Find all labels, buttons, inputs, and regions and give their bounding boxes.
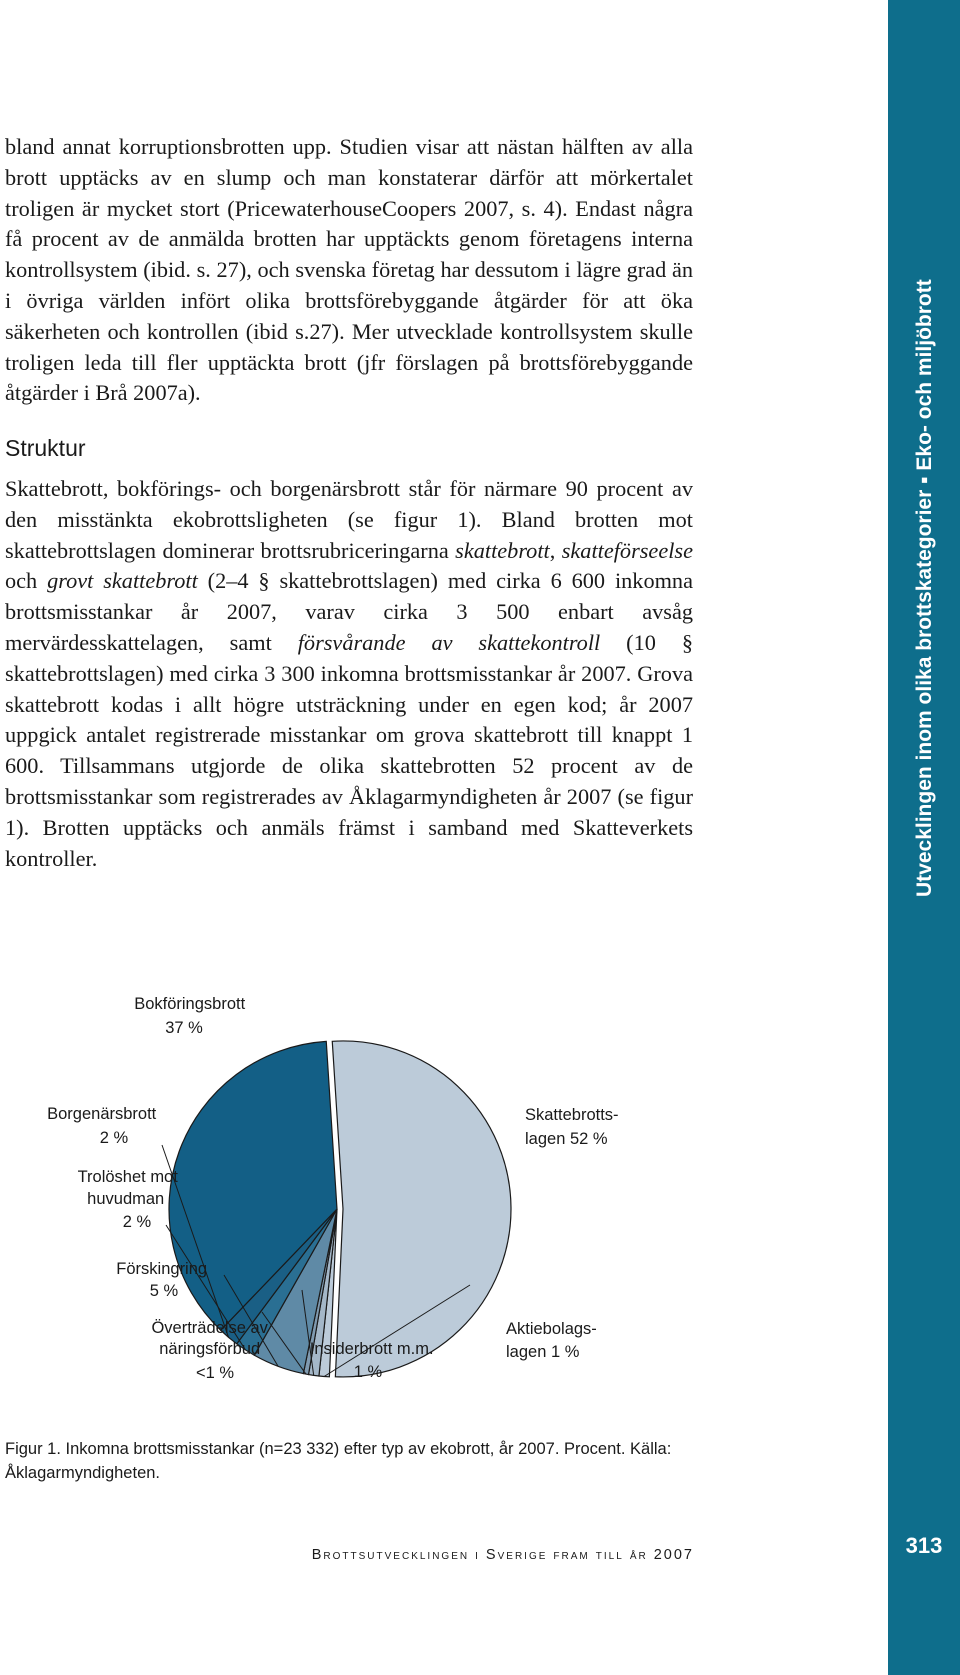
label-troloshet-line3: 2 % — [122, 1213, 152, 1231]
section-heading: Struktur — [5, 435, 86, 461]
para2-text-b: , — [549, 537, 562, 563]
page-number: 313 — [905, 1533, 943, 1558]
para2-italic-forsvarande: försvårande av skattekontroll — [297, 629, 601, 655]
label-overtradelse — [151, 1319, 272, 1380]
para2-text-a: Skattebrott, bokförings- och borgenärsbrott står för närmare 90 procent av den misstänkta ekobrottsligheten (se figur 1). Bland brotten mot skattebrottslagen dominerar brottsrubriceringarna — [5, 476, 693, 563]
para2-italic-skattebrott: skattebrott — [455, 537, 550, 563]
label-overtradelse-line2: näringsförbud — [159, 1340, 261, 1358]
chapter-sidebar — [888, 0, 960, 1675]
label-troloshet — [78, 1168, 183, 1231]
pie-slice-skattebrottslagen — [332, 1041, 511, 1377]
label-aktiebolagslagen — [506, 1320, 601, 1361]
label-bokforingsbrott — [134, 995, 250, 1037]
label-forskingring-line1: Förskingring — [116, 1260, 208, 1278]
label-skattebrottslagen-line1: Skattebrotts- — [525, 1106, 619, 1124]
label-bokforingsbrott-line1: Bokföringsbrott — [134, 995, 246, 1013]
pie-chart — [0, 960, 700, 1380]
para2-text-d: (2–4 § skattebrottslagen) med cirka 6 600 inkomna brottsmisstankar år 2007, varav cirka 3 500 enbart avsåg mervärdesskattelagen, samt — [5, 568, 693, 655]
label-bokforingsbrott-line2: 37 % — [165, 1019, 203, 1037]
figure-caption: Figur 1. Inkomna brottsmisstankar (n=23 332) efter typ av ekobrott, år 2007. Procent. Källa: Åklagarmyndigheten. — [5, 1440, 672, 1482]
label-skattebrottslagen-line2: lagen 52 % — [525, 1130, 608, 1148]
label-overtradelse-line1: Överträdelse av — [151, 1319, 268, 1337]
para2-italic-skatteforseelse: skatteförseelse — [561, 537, 693, 563]
para2-text-c: och — [5, 568, 48, 594]
body-paragraph-2 — [5, 474, 693, 874]
label-insiderbrott-line2: 1 % — [353, 1363, 383, 1380]
label-troloshet-line2: huvudman — [87, 1190, 165, 1208]
label-aktiebolagslagen-line1: Aktiebolags- — [506, 1320, 597, 1338]
para2-italic-grovt-skattebrott: grovt skattebrott — [47, 568, 198, 594]
label-borgenarsbrott-line2: 2 % — [99, 1129, 129, 1147]
label-borgenarsbrott-line1: Borgenärsbrott — [47, 1105, 157, 1123]
sidebar-chapter-title: Utvecklingen inom olika brottskategorier ▪ Eko- och miljöbrott — [913, 279, 936, 897]
para2-text-e: (10 § skattebrottslagen) med cirka 3 300 inkomna brottsmisstankar år 2007. Grova skattebrott kodas i allt högre utsträckning under en egen kod; år 2007 uppgick antalet registrerade misstankar om grova skattebrott till knappt 1 600. Tillsammans utgjorde de olika skattebrotten 52 procent av de brottsmisstankar som registrerades av Åklagarmyndigheten år 2007 (se figur 1). Brotten upptäcks och anmäls främst i samband med Skatteverkets kontroller. — [5, 629, 693, 871]
label-skattebrottslagen — [525, 1106, 623, 1148]
body-paragraph-1: bland annat korruptionsbrotten upp. Studien visar att nästan hälften av alla brott upptäcks av en slump och man konstaterar därför att mörkertalet troligen är mycket stort (PricewaterhouseCoopers 2007, s. 4). Endast några få procent av de anmälda brotten har upptäckts genom företagens interna kontrollsystem (ibid. s. 27), och svenska företag har dessutom i lägre grad än i övriga världen infört olika brottsförebyggande åtgärder för att öka säkerheten och kontrollen (ibid s.27). Mer utvecklade kontrollsystem skulle troligen leda till fler upptäckta brott (jfr förslagen på brottsförebyggande åtgärder i Brå 2007a). — [5, 134, 693, 406]
label-borgenarsbrott — [47, 1105, 161, 1147]
label-overtradelse-line3: <1 % — [195, 1364, 235, 1380]
running-footer: Brottsutvecklingen i Sverige fram till år 2007 — [311, 1547, 694, 1563]
label-insiderbrott-line1: Insiderbrott m.m. — [309, 1340, 434, 1358]
label-forskingring-line2: 5 % — [149, 1282, 179, 1300]
label-troloshet-line1: Trolöshet mot — [77, 1168, 178, 1186]
label-aktiebolagslagen-line2: lagen 1 % — [506, 1343, 580, 1361]
